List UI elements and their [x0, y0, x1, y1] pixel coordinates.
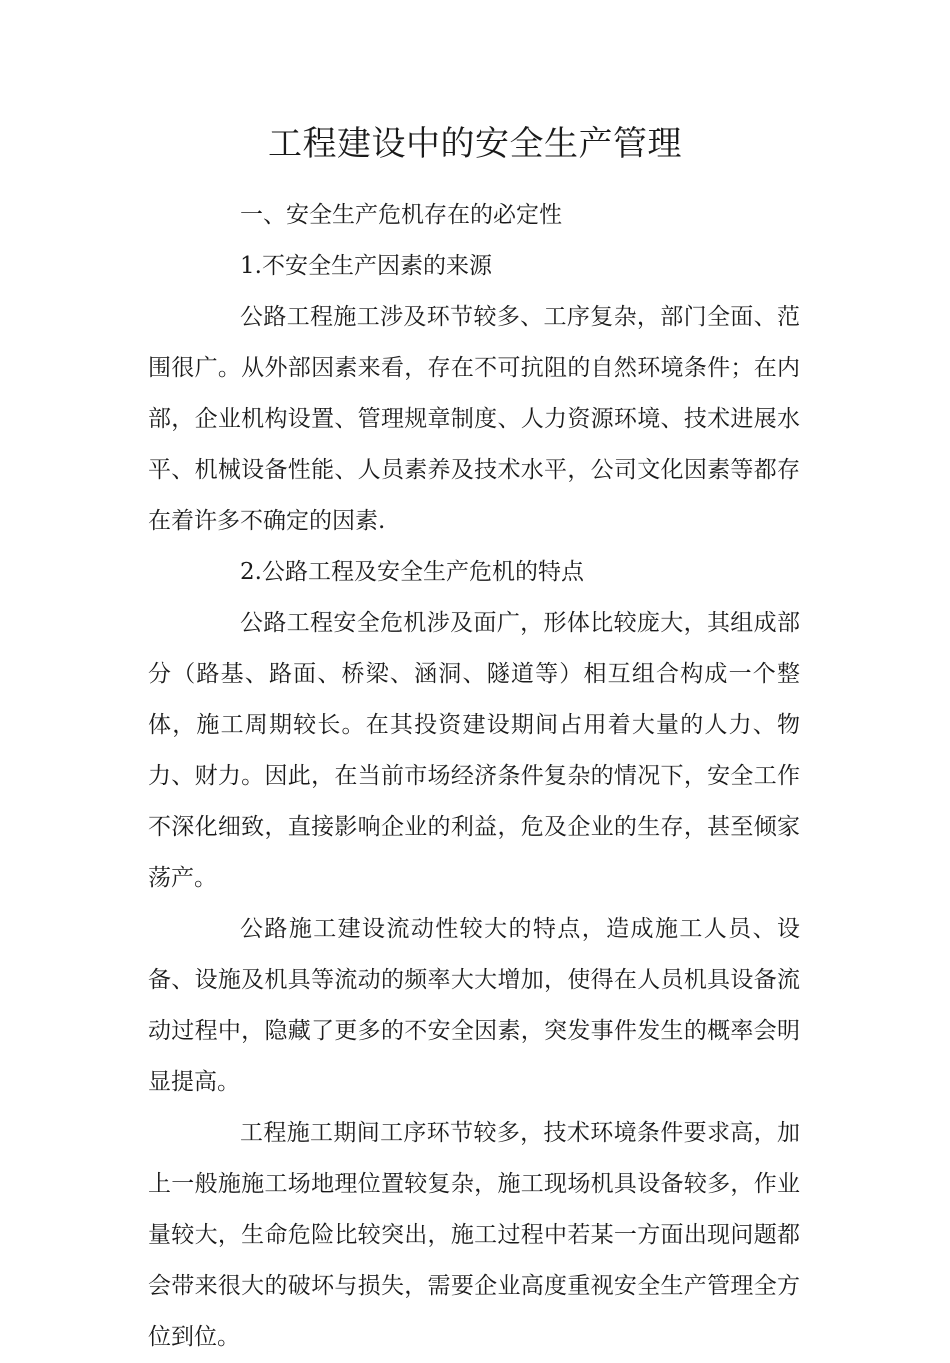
- paragraph-sources: 公路工程施工涉及环节较多、工序复杂，部门全面、范围很广。从外部因素来看，存在不可抗阻的自然环境条件；在内部，企业机构设置、管理规章制度、人力资源环境、技术进展水平、机械设备性能、人员素养及技术水平，公司文化因素等都存在着许多不确定的因素.: [148, 304, 800, 534]
- paragraph-characteristics: 公路工程安全危机涉及面广，形体比较庞大，其组成部分（路基、路面、桥梁、涵洞、隧道等）相互组合构成一个整体，施工周期较长。在其投资建设期间占用着大量的人力、物力、财力。因此，在当前市场经济条件复杂的情况下，安全工作不深化细致，直接影响企业的利益，危及企业的生存，甚至倾家荡产。: [148, 610, 800, 891]
- document-title: 工程建设中的安全生产管理: [268, 124, 682, 164]
- document-body: [148, 190, 800, 1363]
- paragraph-complexity: 工程施工期间工序环节较多，技术环境条件要求高，加上一般施施工场地理位置较复杂，施工现场机具设备较多，作业量较大，生命危险比较突出，施工过程中若某一方面出现问题都会带来很大的破坏与损失，需要企业高度重视安全生产管理全方位到位。: [148, 1120, 800, 1350]
- paragraph-mobility: 公路施工建设流动性较大的特点，造成施工人员、设备、设施及机具等流动的频率大大增加，使得在人员机具设备流动过程中，隐藏了更多的不安全因素，突发事件发生的概率会明显提高。: [148, 916, 800, 1095]
- subsection-heading-1: 1.不安全生产因素的来源: [240, 253, 492, 279]
- section-heading-1: 一、安全生产危机存在的必定性: [240, 202, 562, 228]
- subsection-heading-2: 2.公路工程及安全生产危机的特点: [240, 559, 584, 585]
